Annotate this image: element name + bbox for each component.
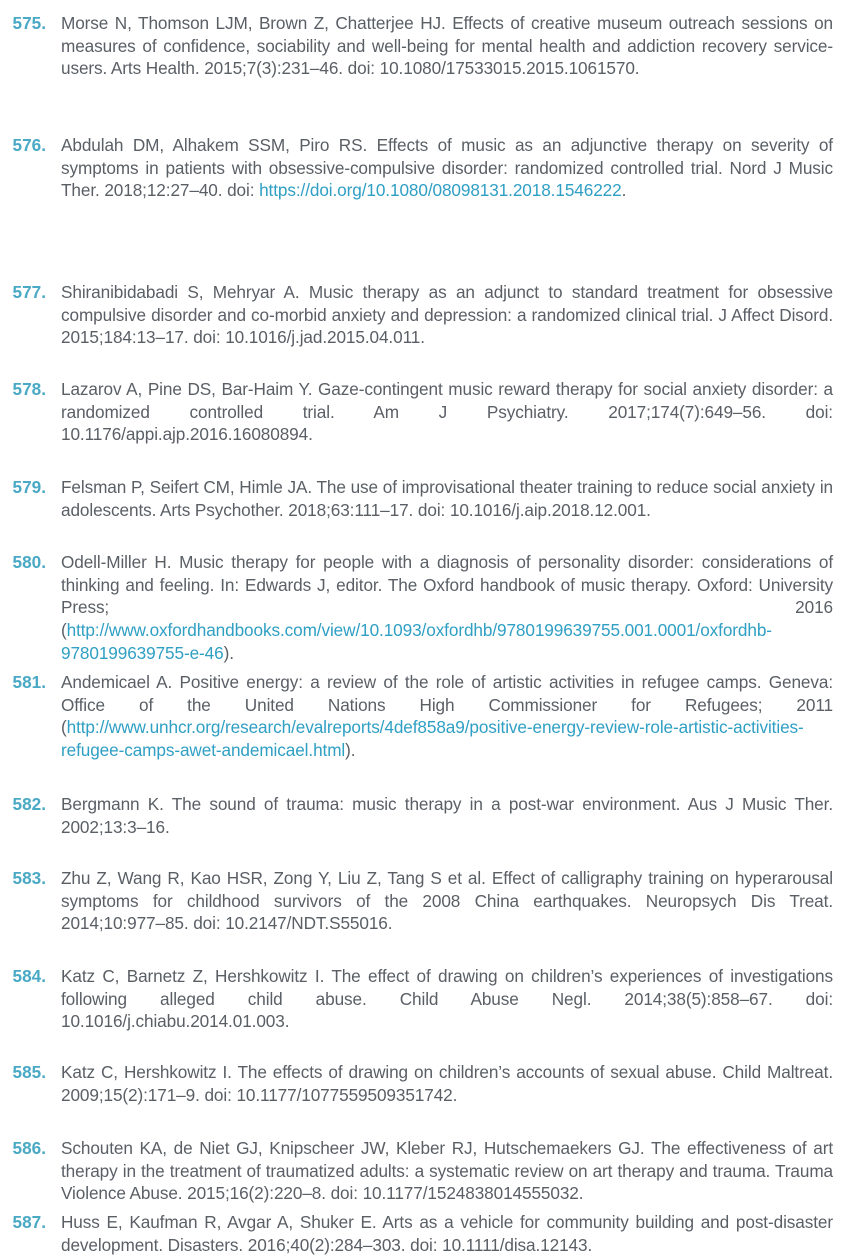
reference-text-segment: Bergmann K. The sound of trauma: music therapy in a post-war environment. Aus J Music Ther. 2002;13:3–16. (61, 794, 833, 837)
reference-text (61, 965, 833, 1033)
reference-text-segment: ). (223, 642, 234, 663)
reference-text (61, 378, 833, 446)
reference-text-segment: Shiranibidabadi S, Mehryar A. Music therapy as an adjunct to standard treatment for obsessive compulsive disorder and co-morbid anxiety and depression: a randomized clinical trial. J Affect Disord. 2015;184:13–17. doi: 10.1016/j.jad.2015.04.011. (61, 282, 833, 348)
reference-text-segment: Zhu Z, Wang R, Kao HSR, Zong Y, Liu Z, Tang S et al. Effect of calligraphy training on hyperarousal symptoms for childhood survivors of the 2008 China earthquakes. Neuropsych Dis Treat. 2014;10:977–85. doi: 10.2147/NDT.S55016. (61, 868, 833, 934)
reference-text-segment: Huss E, Kaufman R, Avgar A, Shuker E. Arts as a vehicle for community building and post-disaster development. Disasters. 2016;40(2):284–303. doi: 10.1111/disa.12143. (61, 1212, 833, 1255)
reference-number: 585. (12, 1062, 46, 1082)
reference-text-segment: Felsman P, Seifert CM, Himle JA. The use of improvisational theater training to reduce social anxiety in adolescents. Arts Psychother. 2018;63:111–17. doi: 10.1016/j.aip.2018.12.001. (61, 477, 833, 520)
reference-link[interactable]: http://www.oxfordhandbooks.com/view/10.1093/oxfordhb/9780199639755.001.0001/oxfordhb-9780199639755-e-46 (61, 620, 772, 663)
reference-text-segment: Lazarov A, Pine DS, Bar-Haim Y. Gaze-contingent music reward therapy for social anxiety disorder: a randomized controlled trial. Am J Psychiatry. 2017;174(7):649–56. doi: 10.1176/appi.ajp.2016.16080894. (61, 379, 833, 445)
reference-text-segment: Andemicael A. Positive energy: a review of the role of artistic activities in refugee camps. Geneva: Office of the United Nations High Commissioner for Refugees; 2011 ( (61, 672, 833, 738)
reference-number: 583. (12, 868, 46, 888)
reference-text-segment: Katz C, Barnetz Z, Hershkowitz I. The effect of drawing on children’s experiences of investigations following alleged child abuse. Child Abuse Negl. 2014;38(5):858–67. doi: 10.1016/j.chiabu.2014.01.003. (61, 966, 833, 1032)
reference-text-segment: . (621, 180, 627, 201)
reference-number: 578. (12, 379, 46, 399)
reference-text (61, 551, 833, 665)
reference-number: 584. (12, 966, 46, 986)
reference-text (61, 671, 833, 762)
reference-text (61, 1137, 833, 1205)
reference-text-segment: Abdulah DM, Alhakem SSM, Piro RS. Effects of music as an adjunctive therapy on severity of symptoms in patients with obsessive-compulsive disorder: randomized controlled trial. Nord J Music Ther. 2018;12:27–40. doi: (61, 135, 833, 201)
reference-link[interactable]: http://www.unhcr.org/research/evalreports/4def858a9/positive-energy-review-role-artistic-activities-refugee-camps-awet-andemicael.html (61, 717, 804, 761)
reference-text-segment: Odell-Miller H. Music therapy for people with a diagnosis of personality disorder: considerations of thinking and feeling. In: Edwards J, editor. The Oxford handbook of music therapy. Oxford: University Press; 2016 ( (61, 552, 833, 641)
reference-text (61, 867, 833, 935)
reference-text (61, 476, 833, 521)
reference-text (61, 281, 833, 349)
reference-text (61, 12, 833, 80)
reference-number: 575. (12, 13, 46, 33)
reference-text (61, 134, 833, 202)
reference-text-segment: ). (345, 740, 356, 761)
reference-link[interactable]: https://doi.org/10.1080/08098131.2018.1546222 (259, 180, 622, 201)
reference-number: 587. (12, 1212, 46, 1232)
reference-number: 577. (12, 282, 46, 302)
reference-text (61, 1211, 833, 1256)
reference-text (61, 1061, 833, 1106)
reference-text-segment: Katz C, Hershkowitz I. The effects of drawing on children’s accounts of sexual abuse. Child Maltreat. 2009;15(2):171–9. doi: 10.1177/1077559509351742. (61, 1062, 833, 1105)
reference-text (61, 793, 833, 838)
reference-number: 579. (12, 477, 46, 497)
reference-text-segment: Morse N, Thomson LJM, Brown Z, Chatterjee HJ. Effects of creative museum outreach sessions on measures of confidence, sociability and well-being for mental health and addiction recovery service-users. Arts Health. 2015;7(3):231–46. doi: 10.1080/17533015.2015.1061570. (61, 13, 833, 79)
reference-text-segment: Schouten KA, de Niet GJ, Knipscheer JW, Kleber RJ, Hutschemaekers GJ. The effectiveness of art therapy in the treatment of traumatized adults: a systematic review on art therapy and trauma. Trauma Violence Abuse. 2015;16(2):220–8. doi: 10.1177/1524838014555032. (61, 1138, 833, 1204)
reference-number: 582. (12, 794, 46, 814)
reference-number: 586. (12, 1138, 46, 1158)
reference-number: 581. (12, 672, 46, 692)
reference-number: 576. (12, 135, 46, 155)
reference-number: 580. (12, 552, 46, 572)
